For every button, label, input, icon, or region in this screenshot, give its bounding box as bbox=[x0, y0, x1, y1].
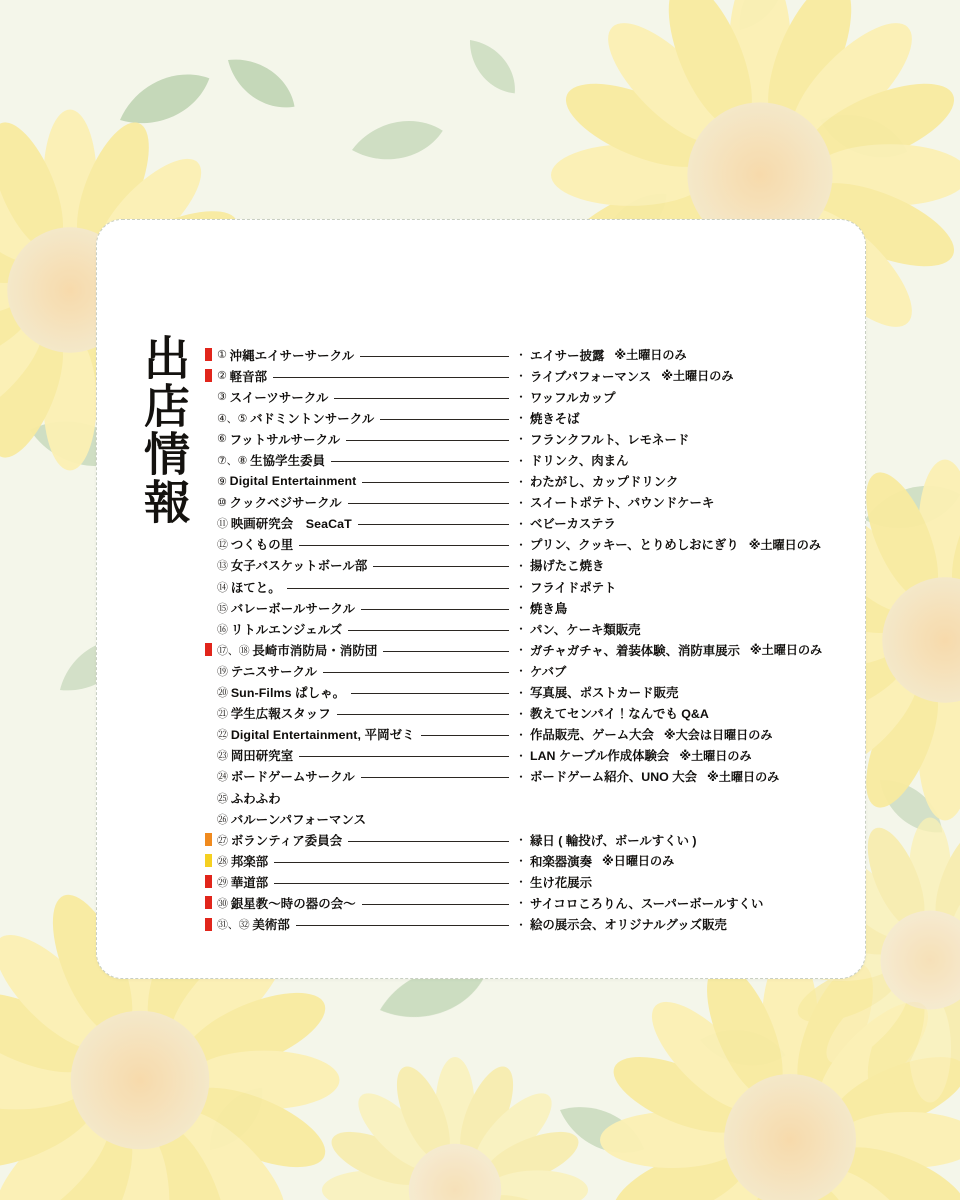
booth-row bbox=[205, 365, 835, 386]
leader-line bbox=[331, 454, 509, 466]
booth-name: バルーンパフォーマンス bbox=[230, 812, 367, 827]
booth-number: ⑰、⑱ bbox=[217, 644, 250, 657]
booth-offer: 作品販売、ゲーム大会 bbox=[530, 728, 654, 743]
booth-row bbox=[205, 513, 835, 534]
booth-row bbox=[205, 892, 835, 913]
leader-line bbox=[351, 686, 509, 698]
leader-line bbox=[421, 728, 509, 740]
booth-row bbox=[205, 449, 835, 470]
booth-name: Sun-Films ぱしゃ。 bbox=[230, 686, 346, 701]
booth-offer: ケバブ bbox=[530, 664, 567, 679]
stage-marker-icon bbox=[205, 369, 212, 382]
stage-marker-icon bbox=[205, 833, 212, 846]
booth-offer-column bbox=[515, 746, 835, 764]
stage-marker-icon bbox=[205, 770, 212, 783]
booth-name: 沖縄エイサーサークル bbox=[229, 348, 355, 363]
booth-number: ⑫ bbox=[217, 539, 228, 552]
stage-marker-icon bbox=[205, 517, 212, 530]
booth-row bbox=[205, 745, 835, 766]
bullet-icon: ・ bbox=[515, 601, 528, 616]
booth-name: 女子バスケットボール部 bbox=[230, 559, 368, 574]
booth-offer: ベビーカステラ bbox=[530, 517, 616, 532]
booth-offer: スイートポテト、パウンドケーキ bbox=[530, 496, 715, 511]
booth-row bbox=[205, 850, 835, 871]
booth-number: ⑪ bbox=[217, 518, 228, 531]
booth-offer-column bbox=[515, 599, 835, 617]
booth-note: ※土曜日のみ bbox=[748, 537, 821, 552]
booth-row bbox=[205, 428, 835, 449]
booth-name: 邦楽部 bbox=[230, 854, 269, 869]
booth-offer: LAN ケーブル作成体験会 bbox=[530, 749, 670, 764]
booth-number: ㉘ bbox=[217, 855, 228, 868]
bullet-icon: ・ bbox=[515, 833, 528, 848]
booth-note: ※土曜日のみ bbox=[661, 369, 734, 384]
stage-marker-icon bbox=[205, 538, 212, 551]
booth-number: ② bbox=[217, 370, 227, 383]
booth-number: ㉒ bbox=[217, 729, 228, 742]
booth-name: 岡田研究室 bbox=[230, 749, 294, 764]
booth-name: 生協学生委員 bbox=[250, 454, 326, 469]
booth-row bbox=[205, 407, 835, 428]
booth-name: ボランティア委員会 bbox=[230, 833, 343, 848]
stage-marker-icon bbox=[205, 390, 212, 403]
stage-marker-icon bbox=[205, 896, 212, 909]
booth-offer-column bbox=[515, 683, 835, 701]
booth-row bbox=[205, 344, 835, 365]
booth-offer-column bbox=[515, 514, 835, 532]
leader-line bbox=[274, 876, 509, 888]
booth-name: 銀星教〜時の器の会〜 bbox=[230, 896, 356, 911]
bullet-icon: ・ bbox=[515, 580, 528, 595]
bullet-icon: ・ bbox=[515, 390, 528, 405]
booth-row bbox=[205, 492, 835, 513]
stage-marker-icon bbox=[205, 707, 212, 720]
stage-marker-icon bbox=[205, 686, 212, 699]
bullet-icon: ・ bbox=[515, 875, 528, 890]
booth-offer: サイコロころりん、スーパーボールすくい bbox=[530, 896, 764, 911]
booth-name: 華道部 bbox=[230, 875, 269, 890]
stage-marker-icon bbox=[205, 559, 212, 572]
booth-name: 美術部 bbox=[252, 918, 290, 933]
leader-line bbox=[380, 412, 509, 424]
booth-name: ほてと。 bbox=[230, 580, 281, 595]
leader-line bbox=[299, 538, 509, 550]
booth-offer: 焼き鳥 bbox=[530, 601, 568, 616]
booth-offer-column bbox=[515, 367, 835, 385]
booth-offer: 焼きそば bbox=[530, 411, 580, 426]
booth-number: ㉗ bbox=[217, 834, 228, 847]
booth-row bbox=[205, 534, 835, 555]
bullet-icon: ・ bbox=[515, 453, 528, 468]
booth-name: テニスサークル bbox=[230, 664, 318, 679]
booth-offer: 絵の展示会、オリジナルグッズ販売 bbox=[530, 918, 727, 933]
booth-name: 学生広報スタッフ bbox=[230, 707, 331, 722]
booth-offer-column bbox=[515, 915, 835, 933]
booth-offer: ライブパフォーマンス bbox=[530, 369, 652, 384]
booth-name: バドミントンサークル bbox=[250, 411, 375, 426]
booth-offer: わたがし、カップドリンク bbox=[530, 475, 679, 490]
booth-offer-column bbox=[515, 578, 835, 596]
leader-line bbox=[299, 749, 509, 761]
bullet-icon: ・ bbox=[515, 537, 528, 552]
leader-line bbox=[346, 433, 509, 445]
leader-line bbox=[337, 707, 509, 719]
booth-offer-column bbox=[515, 430, 835, 448]
booth-name: つくもの里 bbox=[230, 538, 294, 553]
booth-offer: ワッフルカップ bbox=[530, 390, 616, 405]
booth-name: クックベジサークル bbox=[229, 496, 342, 511]
booth-number: ⑦、⑧ bbox=[217, 455, 248, 468]
booth-offer: 和楽器演奏 bbox=[530, 854, 592, 869]
booth-number: ㉛、㉜ bbox=[217, 919, 250, 932]
booth-number: ⑮ bbox=[217, 602, 228, 615]
bullet-icon: ・ bbox=[515, 622, 528, 637]
stage-marker-icon bbox=[205, 580, 212, 593]
bullet-icon: ・ bbox=[515, 664, 528, 679]
booth-row bbox=[205, 555, 835, 576]
stage-marker-icon bbox=[205, 749, 212, 762]
stage-marker-icon bbox=[205, 643, 212, 656]
booth-row bbox=[205, 576, 835, 597]
bullet-icon: ・ bbox=[515, 516, 528, 531]
booth-offer-column bbox=[515, 873, 835, 891]
leader-line bbox=[362, 475, 509, 487]
booth-offer-column bbox=[515, 620, 835, 638]
booth-number: ㉑ bbox=[217, 708, 228, 721]
booth-row bbox=[205, 682, 835, 703]
booth-offer: 生け花展示 bbox=[530, 875, 592, 890]
booth-number: ㉕ bbox=[217, 792, 228, 805]
booth-row bbox=[205, 618, 835, 639]
booth-number: ㉖ bbox=[217, 813, 228, 826]
booth-offer-column bbox=[515, 451, 835, 469]
leader-line bbox=[334, 391, 509, 403]
info-card bbox=[96, 219, 866, 979]
booth-offer: 揚げたこ焼き bbox=[530, 559, 605, 574]
stage-marker-icon bbox=[205, 411, 212, 424]
booth-name: Digital Entertainment bbox=[229, 474, 357, 489]
booth-row bbox=[205, 597, 835, 618]
booth-name: リトルエンジェルズ bbox=[230, 622, 343, 637]
booth-name: スイーツサークル bbox=[229, 390, 329, 405]
bullet-icon: ・ bbox=[515, 643, 528, 658]
stage-marker-icon bbox=[205, 854, 212, 867]
leader-line bbox=[348, 834, 509, 846]
leader-line bbox=[348, 496, 509, 508]
booth-number: ⑨ bbox=[217, 475, 227, 488]
booth-row bbox=[205, 639, 835, 660]
leader-line bbox=[323, 665, 509, 677]
booth-offer: ボードゲーム紹介、UNO 大会 bbox=[530, 770, 698, 785]
bullet-icon: ・ bbox=[515, 495, 528, 510]
booth-number: ⑭ bbox=[217, 581, 228, 594]
leader-line bbox=[287, 581, 509, 593]
stage-marker-icon bbox=[205, 812, 212, 825]
booth-offer: 縁日 ( 輪投げ、ボールすくい ) bbox=[530, 833, 697, 848]
bullet-icon: ・ bbox=[515, 369, 528, 384]
booth-number: ㉚ bbox=[217, 897, 228, 910]
booth-row bbox=[205, 871, 835, 892]
booth-name: ボードゲームサークル bbox=[230, 770, 355, 785]
booth-offer: パン、ケーキ類販売 bbox=[530, 622, 641, 637]
booth-offer: 教えてセンパイ！なんでも Q&A bbox=[530, 707, 709, 722]
booth-note: ※土曜日のみ bbox=[707, 769, 780, 784]
booth-offer-column bbox=[515, 535, 835, 553]
booth-offer: フライドポテト bbox=[530, 580, 617, 595]
booth-offer: 写真展、ポストカード販売 bbox=[530, 686, 679, 701]
bullet-icon: ・ bbox=[515, 727, 528, 742]
booth-number: ⑲ bbox=[217, 665, 228, 678]
stage-marker-icon bbox=[205, 601, 212, 614]
booth-note: ※日曜日のみ bbox=[601, 854, 675, 869]
bullet-icon: ・ bbox=[515, 896, 528, 911]
leader-line bbox=[372, 813, 509, 825]
booth-number: ㉓ bbox=[217, 750, 228, 763]
stage-marker-icon bbox=[205, 622, 212, 635]
booth-number: ③ bbox=[217, 391, 227, 404]
booth-offer-column bbox=[515, 852, 835, 870]
booth-offer-column bbox=[515, 493, 835, 511]
booth-number: ⑩ bbox=[217, 496, 227, 509]
leader-line bbox=[361, 602, 509, 614]
leader-line bbox=[362, 897, 509, 909]
page-title: 出店情報 bbox=[137, 334, 191, 526]
booth-number: ④、⑤ bbox=[217, 412, 248, 425]
booth-offer-column bbox=[515, 725, 835, 743]
booth-offer: プリン、クッキー、とりめしおにぎり bbox=[530, 538, 739, 553]
bullet-icon: ・ bbox=[515, 348, 528, 363]
booth-offer: ガチャガチャ、着装体験、消防車展示 bbox=[530, 643, 740, 658]
booth-offer: エイサー披露 bbox=[530, 348, 605, 363]
booth-offer-column bbox=[515, 409, 835, 427]
booth-note: ※土曜日のみ bbox=[749, 643, 823, 658]
booth-number: ⑥ bbox=[217, 433, 227, 446]
booth-offer-column bbox=[515, 346, 835, 364]
leader-line bbox=[296, 918, 509, 930]
bullet-icon: ・ bbox=[515, 558, 528, 573]
leader-line bbox=[360, 349, 509, 361]
booth-row bbox=[205, 660, 835, 681]
booth-offer-column bbox=[515, 472, 835, 490]
leader-line bbox=[287, 792, 509, 804]
leader-line bbox=[361, 770, 509, 782]
booth-number: ⑳ bbox=[217, 687, 228, 700]
stage-marker-icon bbox=[205, 791, 212, 804]
leader-line bbox=[373, 559, 509, 571]
booth-offer-column bbox=[515, 662, 835, 680]
booth-offer-column bbox=[515, 641, 835, 659]
booth-row bbox=[205, 386, 835, 407]
booth-offer-column bbox=[515, 831, 835, 849]
stage-marker-icon bbox=[205, 432, 212, 445]
leader-line bbox=[358, 517, 509, 529]
booth-name: Digital Entertainment, 平岡ゼミ bbox=[230, 728, 415, 743]
booth-note: ※土曜日のみ bbox=[614, 348, 687, 363]
booth-row bbox=[205, 808, 835, 829]
booth-note: ※大会は日曜日のみ bbox=[663, 727, 773, 742]
booth-number: ① bbox=[217, 349, 227, 362]
booth-number: ⑯ bbox=[217, 623, 228, 636]
booth-offer: ドリンク、肉まん bbox=[530, 454, 629, 469]
bullet-icon: ・ bbox=[515, 706, 528, 721]
leader-line bbox=[383, 644, 509, 656]
stage-marker-icon bbox=[205, 348, 212, 361]
bullet-icon: ・ bbox=[515, 854, 528, 869]
bullet-icon: ・ bbox=[515, 411, 528, 426]
booth-row bbox=[205, 829, 835, 850]
booth-offer: フランクフルト、レモネード bbox=[530, 432, 690, 447]
leader-line bbox=[348, 623, 509, 635]
bullet-icon: ・ bbox=[515, 769, 528, 784]
booth-offer-column bbox=[515, 556, 835, 574]
bullet-icon: ・ bbox=[515, 432, 528, 447]
stage-marker-icon bbox=[205, 728, 212, 741]
booth-row bbox=[205, 766, 835, 787]
booth-name: 軽音部 bbox=[229, 369, 268, 384]
booth-name: バレーボールサークル bbox=[230, 601, 356, 616]
booth-list bbox=[205, 344, 835, 935]
stage-marker-icon bbox=[205, 664, 212, 677]
booth-row bbox=[205, 724, 835, 745]
booth-number: ㉔ bbox=[217, 771, 228, 784]
booth-row bbox=[205, 471, 835, 492]
bullet-icon: ・ bbox=[515, 917, 528, 932]
booth-note: ※土曜日のみ bbox=[679, 748, 752, 763]
leader-line bbox=[274, 855, 509, 867]
booth-offer-column bbox=[515, 704, 835, 722]
booth-offer-column bbox=[515, 767, 835, 785]
stage-marker-icon bbox=[205, 475, 212, 488]
bullet-icon: ・ bbox=[515, 474, 528, 489]
booth-number: ⑬ bbox=[217, 560, 228, 573]
bullet-icon: ・ bbox=[515, 685, 528, 700]
stage-marker-icon bbox=[205, 496, 212, 509]
booth-offer-column bbox=[515, 894, 835, 912]
booth-name: 映画研究会 SeaCaT bbox=[230, 517, 352, 532]
stage-marker-icon bbox=[205, 918, 212, 931]
booth-offer-column bbox=[515, 388, 835, 406]
booth-row bbox=[205, 914, 835, 935]
leader-line bbox=[273, 370, 509, 382]
booth-row bbox=[205, 787, 835, 808]
booth-number: ㉙ bbox=[217, 876, 228, 889]
booth-name: 長崎市消防局・消防団 bbox=[252, 643, 378, 658]
booth-name: フットサルサークル bbox=[229, 432, 341, 447]
bullet-icon: ・ bbox=[515, 748, 528, 763]
booth-name: ふわふわ bbox=[230, 791, 281, 806]
stage-marker-icon bbox=[205, 875, 212, 888]
stage-marker-icon bbox=[205, 454, 212, 467]
booth-row bbox=[205, 703, 835, 724]
